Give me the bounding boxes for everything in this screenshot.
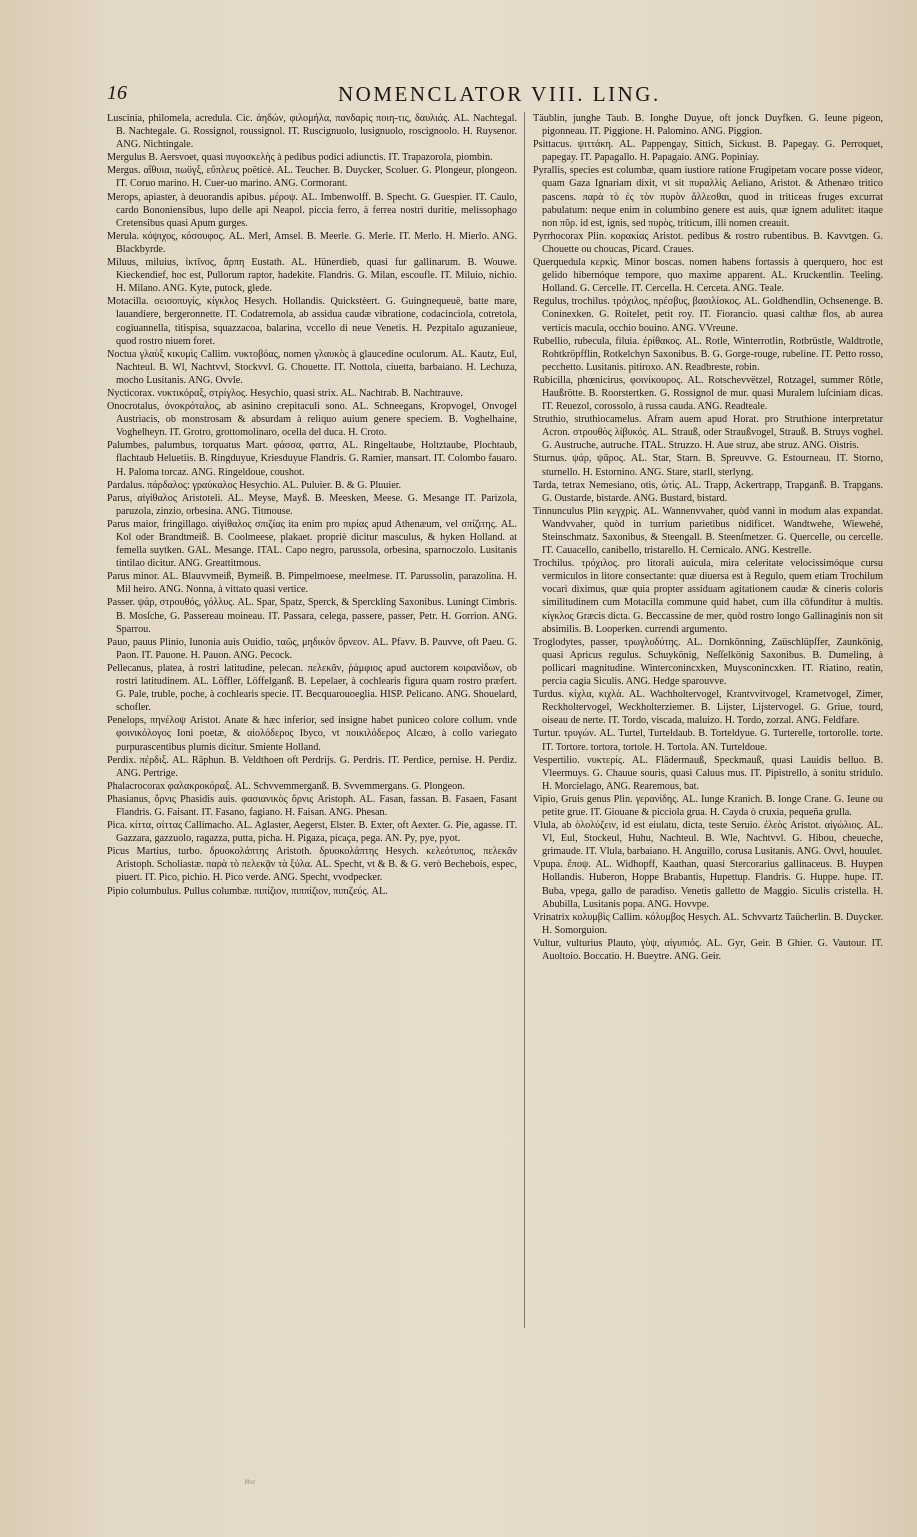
dictionary-entry: Tinnunculus Plin κεγχρὶς. AL. Wannenvvaher, quòd vanni in modum alas expandat. Wandvvaher, quòd in turrium parietibus nidificet. Wandtwehe, Wiewehé, Steinschmatz. Saxonibus, & Steengall. B. Steenſmetzer. G. Quercelle, ou cercelle. IT. Cauacello, canibello, tristarello. H. Cernicalo. ANG. Kestrelle. [533, 505, 883, 557]
running-title: NOMENCLATOR VIII. LING. [338, 82, 661, 106]
dictionary-entry: Troglodytes, passer, τρωγλοδύτης. AL. Dornkönning, Zaüschlüpſfer, Zaunkönig, quasi Apricus regulus. Schuykönig, Neſſelkönig Saxonibus. B. Dumeling, à pollicari magnitudine. Winterconincxken, Muysconincxken. IT. Riatino, reatin, percia cagia Siculis. ANG. Hedge sparouvve. [533, 636, 883, 688]
dictionary-entry: Vespertilio. νυκτερίς. AL. Flädermauß, Speckmauß, quasi Lauidis belluo. B. Vleermuys. G. Chauue souris, quasi Caluus mus. IT. Pipistrello, à sonitu stridulo. H. Morcielago, ANG. Rearemous, bat. [533, 754, 883, 792]
dictionary-entry: Parus minor. AL. Blauvvmeiß, Bymeiß. B. Pimpelmoese, meelmese. IT. Parussolin, parazolina. H. Mil heiro. ANG. Nonna, à vittato quasi vertice. [107, 571, 517, 596]
left-column [107, 112, 517, 1330]
dictionary-entry: Mergus. αἴθυια, πωϋγξ, εὔπλευς poëticè. AL. Teucher. B. Duycker, Scoluer. G. Plongeur, plongeon. IT. Coruo marino. H. Cuer-uo marino. ANG. Cormorant. [107, 165, 517, 190]
dictionary-entry: Vrinatrix κολυμβὶς Callim. κόλυμβος Hesych. AL. Schvvartz Taücherlin. B. Duycker. H. Somorguion. [533, 911, 883, 936]
page-header [0, 82, 917, 112]
dictionary-entry: Querquedula κερκὶς. Minor boscas. nomen habens fortassis à querquero, hoc est gelido hibernóque tempore, quo maxime apparent. AL. Kruckentlin. Teeling. Holland. G. Cercelle. IT. Cercella. H. Cerceta. ANG. Teale. [533, 257, 883, 295]
dictionary-entry: Merula. κόψιχος, κόσσυφος. AL. Merl, Amsel. B. Meerle. G. Merle. IT. Merlo. H. Mierlo. ANG. Blackbyrde. [107, 230, 517, 255]
dictionary-entry: Parus, αἰγίθαλος Aristoteli. AL. Meyse, Mayß. B. Meesken, Meese. G. Mesange IT. Parizola, paruzola, zinzio, orbesina. ANG. Titmouse. [107, 492, 517, 517]
dictionary-entry: Phasianus, ὄρνις Phasidis auis. φασιανικὸς ὄρνις Aristoph. AL. Fasan, fassan. B. Fasaen, Fasant Flandris. G. Faisant. IT. Fasano, fagiano. H. Faisan. ANG. Phesan. [107, 793, 517, 818]
dictionary-entry: Onocrotalus, ὀνοκρόταλος, ab asinino crepitaculi sono. AL. Schneegans, Kropvogel, Onvogel Austriacis, ob monstrosam & absurdam à reliquo auium genere speciem. B. Voghelhaine, Voghelheyn. IT. Grotro, grottomolinaro, ocella del duca. H. Croto. [107, 401, 517, 439]
dictionary-entry: Phalacrocorax φαλακροκόραξ. AL. Schvvemmerganß. B. Svvemmergans. G. Plongeon. [107, 780, 465, 792]
signature-mark: ᶠᴬˢᶜ [244, 1478, 255, 1489]
dictionary-entry: Pellecanus, platea, à rostri latitudine, pelecan. πελεκᾶν, ῥάμφιος apud auctorem κοιρανίδων, ob rostri latitudinem. AL. Löffler, Löffelganß. B. Lepelaer, à cochlearis figura quam rostro præfert. G. Pale, truble, poche, à cochlearis specie. IT. Becquarouoeglia. HISP. Pelicano. ANG. Shouelard, schofler. [107, 662, 517, 714]
dictionary-entry: Miluus, miluius, ἰκτῖνος, ἅρπη Eustath. AL. Hünerdieb, quasi fur gallinarum. B. Wouwe. Kieckendief, hoc est, Pullorum raptor, hadekite. Flandris. G. Milan, escoufle. IT. Miluio, nichio. H. Milano. ANG. Kyte, putock, glede. [107, 257, 517, 295]
dictionary-entry: Turtur. τρυγών. AL. Turtel, Turteldaub. B. Torteldyue. G. Turterelle, tortorolle. torte. IT. Tortore. tortora, tortole. H. Tortola. AN. Turteldoue. [533, 728, 883, 753]
dictionary-entry: Luscinia, philomela, acredula. Cic. ἀηδών, φιλομήλα, πανδαρὶς ποιη-τις, δαυλιάς. AL. Nachtegal. B. Nachtegale. G. Rossignol, roussignol. IT. Ruscignuolo, lusignuolo, roscignoolo. H. Ruysenor. ANG. Nichtingale. [107, 113, 517, 151]
column-divider [524, 112, 525, 1328]
dictionary-entry: Rubicilla, phœnicirus, φοινίκουρος. AL. Rotschevvëtzel, Rotzagel, summer Rôtle, Haußrötte. B. Roorstertken. G. Rossignol de mur. quasi Muralem luſciniam dicas. IT. Reuezol, corossolo, à russa cauda. ANG. Readteale. [533, 374, 883, 413]
dictionary-entry: Parus maior, fringillago. αἰγίθαλος σπιζίας ita enim pro πιρίας apud Athenæum, vel σπίζιτης. AL. Kol oder Brandtmeiß. B. Coolmeese, plakaet. propriè dicitur masculus, & hyken Holland. at femella suytken. GAL. Mesange. ITAL. Capo negro, parussola, orbesina, sparnoczolo. Lusitanis tintilao dicitur. ANG. Greattitmous. [107, 518, 517, 570]
dictionary-entry: Vlula, ab ὀλολύζειν, id est eiulatu, dicta, teste Seruio. ἐλεὸς Aristot. αἰγώλιος. AL. Vl, Eul, Stockeul, Huhu, Nachteul. B. Wle, Nachtvvl. G. Hibou, cheueche, grimaude. IT. Vlula, barbaiano. H. Anguillo, corusa Lusitanis. ANG. Ovvl, houulet. [533, 820, 883, 858]
dictionary-entry: Regulus, trochilus. τρόχιλος, πρέσβυς, βασιλίσκος. AL. Goldhendlin, Ochsenenge. B. Coninexken. G. Roitelet, petit roy. IT. Fiorancio. quasi calthæ flos, ab aurea verticis macula, occhio bouino. ANG. VVreune. [533, 296, 883, 334]
dictionary-entry: Passer. ψάρ, στρουθός, γόλλυς. AL. Spar, Spatz, Sperck, & Sperckling Saxonibus. Luningt Cimbris. B. Mosſche, G. Passereau moineau. IT. Passara, celega, passere, passer, Petr. H. Gorrion. ANG. Sparrou. [107, 597, 517, 635]
dictionary-entry: Sturnus. ψάρ, ψᾶρος. AL. Star, Starn. B. Spreuvve. G. Estourneau. IT. Storno, sturnello. H. Estornino. ANG. Stare, starll, sterlyng. [533, 453, 883, 478]
dictionary-entry: Trochilus. τρόχιλος. pro litorali auicula, mira celeritate velocissimóque cursu vermiculos in litore consectante: quæ diuersa est à Regulo, quem etiam Trochilum vocari diximus, quæ quia propter assiduam agitationem caudæ & cineris coloris similitudinem cum Motacilla commune quid habet, cum illa cōfunditur à multis. κίγκλος Græcis dicta. G. Beccassine de mer, quòd rostro longo Gallinaginis non sit absimilis. B. Looperken. currendi argumento. [533, 558, 883, 635]
dictionary-entry: Nycticorax. νυκτικόραξ, στρίγλος. Hesychio, quasi strix. AL. Nachtrab. B. Nachtrauve. [107, 387, 463, 399]
dictionary-entry: Tarda, tetrax Nemesiano, otis, ὠτὶς. AL. Trapp, Ackertrapp, Trapganß. B. Trapgans. G. Oustarde, bistarde. ANG. Bustard, bistard. [533, 479, 883, 504]
dictionary-entry: Struthio, struthiocamelus. Afram auem apud Horat. pro Struthione interpretatur Acron. στρουθὸς λίβυκός. AL. Strauß, oder Straußvogel, Strauß. B. Struys voghel. G. Austruche, autruche. ITAL. Struzzo. H. Aue struz, abe struz. ANG. Oistris. [533, 414, 883, 452]
dictionary-entry: Pauo, pauus Plinio, Iunonia auis Ouidio, ταῶς, μηδικὸν ὄρνεον. AL. Pfavv. B. Pauvve, oft Paeu. G. Paon. IT. Pauone. H. Pauon. ANG. Pecock. [107, 636, 517, 661]
dictionary-entry: Pica. κίττα, σίττας Callimacho. AL. Aglaster, Aegerst, Elster. B. Exter, oft Aexter. G. Pie, agasse. IT. Gazzara, gazzuolo, ragazza, putta, picha. H. Pigaza, picaça, pega. AN. Py, pye, pyot. [107, 820, 517, 845]
dictionary-entry: Pyrallis, species est columbæ, quam iustiore ratione Frugipetam vocare posse videor, quam Gaza Ignariam dixit, vt sit πυραλλὶς Aeliano, Aristot. & Athenæo tritico pascens. παρὰ τὸ ἐς τὸν πυρὸν ἅλλεσθαι, quod in triticeas fruges excurrat pabulatum: neque enim in columbino genere est auis, quæ ignem adulitet: itaque non πῦρ. id est, ignis, sed πυρὸς, triticum, illi nomen creauit. [533, 165, 883, 229]
dictionary-entry: Noctua γλαὺξ κικυμὶς Callim. νυκτοβόας, nomen γλαυκὸς à glaucedine oculorum. AL. Kautz, Eul, Nachteul. B. Wl, Nachtvvl, Stockvvl. G. Chouette. IT. Nottola, ciuetta, barbaiano. H. Lechuza, mocho Lusitanis. ANG. Ovvle. [107, 348, 517, 386]
dictionary-entry: Turdus. κίχλα, κιχλὰ. AL. Wachholtervogel, Krantvvitvogel, Krametvogel, Zimer, Reckholtervogel, Weckholterziemer. B. Lijster, Lijstervogel. G. Griue, tourd, oiseau de nerte. IT. Tordo, viscada, maluizo. H. Tordo, zorzal. ANG. Feldfare. [533, 689, 883, 727]
dictionary-entry: Picus Martius, turbo. δρυοκολάπτης Aristoth. δρυοκολάπτης Hesych. κελεότυπος, πελεκᾶν Aristoph. Scholiastæ. παρὰ τὸ πελεκᾷν τὰ ξύλα. AL. Specht, vt & B. & G. verò Bechebois, espec, piuert. IT. Pico, pichio. H. Pico verde. ANG. Specht, vvodpecker. [107, 846, 517, 884]
dictionary-entry: Merops, apiaster, à deuorandis apibus. μέροψ. AL. Imbenwolff. B. Specht. G. Guespier. IT. Caulo, cardo Bononiensibus, lupo delle api Neapol. piccia ferro, à ferrea nostri duritie, melissophago Cretensibus quasi Apum gurges. [107, 191, 517, 229]
dictionary-entry: Motacilla. σεισοπυγίς, κίγκλος Hesych. Hollandis. Quickstèert. G. Guingnequeuë, batte mare, lauandiere, bergeronnette. IT. Codatremola, ab assidua caudæ vibratione, codacinciola, cotretola, cogiuannella, titispisa, squazzacoa, balarina, vccello di neue Venetis. H. Pezpitalo aguzanieue, quod rostro niuem foret. [107, 296, 517, 347]
dictionary-entry: Täublin, junghe Taub. B. Ionghe Duyue, oft jonck Duyfken. G. Ieune pigeon, pigonneau. IT. Piggione. H. Palomino. ANG. Piggion. [533, 113, 883, 138]
dictionary-entry: Mergulus B. Aersvoet, quasi πυγοσκελὴς à pedibus podici adiunctis. IT. Trapazorola, piombin. [107, 152, 493, 164]
dictionary-entry: Vultur, vulturius Plauto, γὺψ, αἰγυπιός. AL. Gyr, Geir. B Ghier. G. Vautour. IT. Auoltoio. Boccatio. H. Bueytre. ANG. Geir. [533, 937, 883, 962]
page-number: 16 [107, 82, 127, 104]
dictionary-entry: Vpupa. ἔποψ. AL. Widhopff, Kaathan, quasi Stercorarius gallinaceus. B. Huypen Hollandis. Huberon, Hoppe Brabantis, Hupettup. Flandris. G. Huppe. hupe. IT. Buba, vpega, gallo de paradiso. Venetis galletto de Maggio. Siculis cristella. H. Abubilla, Lusitanis popa. ANG. Hovvpe. [533, 859, 883, 910]
dictionary-entry: Pipio columbulus. Pullus columbæ. πιπίζιον, πιππίζιον, πιπιζεύς. AL. [107, 885, 388, 897]
dictionary-entry: Perdix. πέρδιξ. AL. Räphun. B. Veldthoen oft Perdrijs. G. Perdris. IT. Perdice, pernise. H. Perdiz. ANG. Pertrige. [107, 754, 517, 779]
right-column [533, 112, 883, 1330]
dictionary-entry: Rubellio, rubecula, filuia. ἐρίθακος. AL. Rotle, Winterrotlin, Rotbrüstle, Waldtrotle, Rohtkröpfflin, Rotkelchyn Saxonibus. B. G. Gorge-rouge, rubeline. IT. Petto rosso, pecchetto. Lusitanis. pitiroxo. AN. Readbreste, robin. [533, 335, 883, 373]
dictionary-entry: Vipio, Gruis genus Plin. γερανίδης. AL. Iunge Kranich. B. Ionge Crane. G. Ieune ou petite grue. IT. Giouane & picciola grua. H. Cayda ò cruxia, pequeña grulla. [533, 793, 883, 818]
dictionary-entry: Palumbes, palumbus, torquatus Mart. φάσσα, φαττα, AL. Ringeltaube, Holtztaube, Plochtaub, flachtaub Heluetiis. B. Ringduyue, Kriesduyue Flandris. G. Ramier, mansart. IT. Colombo fauaro. H. Paloma torcaz. ANG. Ringeldoue, coushot. [107, 440, 517, 478]
dictionary-entry: Pardalus. πάρδαλος: γραύκαλος Hesychio. AL. Pulυier. B. & G. Pluuier. [107, 479, 402, 491]
dictionary-entry: Penelops, πηνέλοψ Aristot. Anate & hæc inferior, sed insigne habet puniceo colore collum. vnde φοινικόλογος Ioni poetæ, & αἰολόδερος Ibyco, vt ποικιλόδερος Alcæo, à collo variegato purpurascentibus plumis dicitur. Smiente Holland. [107, 715, 517, 753]
dictionary-entry: Pyrrhocorax Plin. κορακίας Aristot. pedibus & rostro rubentibus. B. Kavvtgen. G. Chouette ou choucas, Picard. Craues. [533, 230, 883, 255]
dictionary-entry: Psittacus. ψιττάκη. AL. Pappengay, Sittich, Sickust. B. Papegay. G. Perroquet, papegay. IT. Papagallo. H. Papagaio. ANG. Popiniay. [533, 139, 883, 164]
